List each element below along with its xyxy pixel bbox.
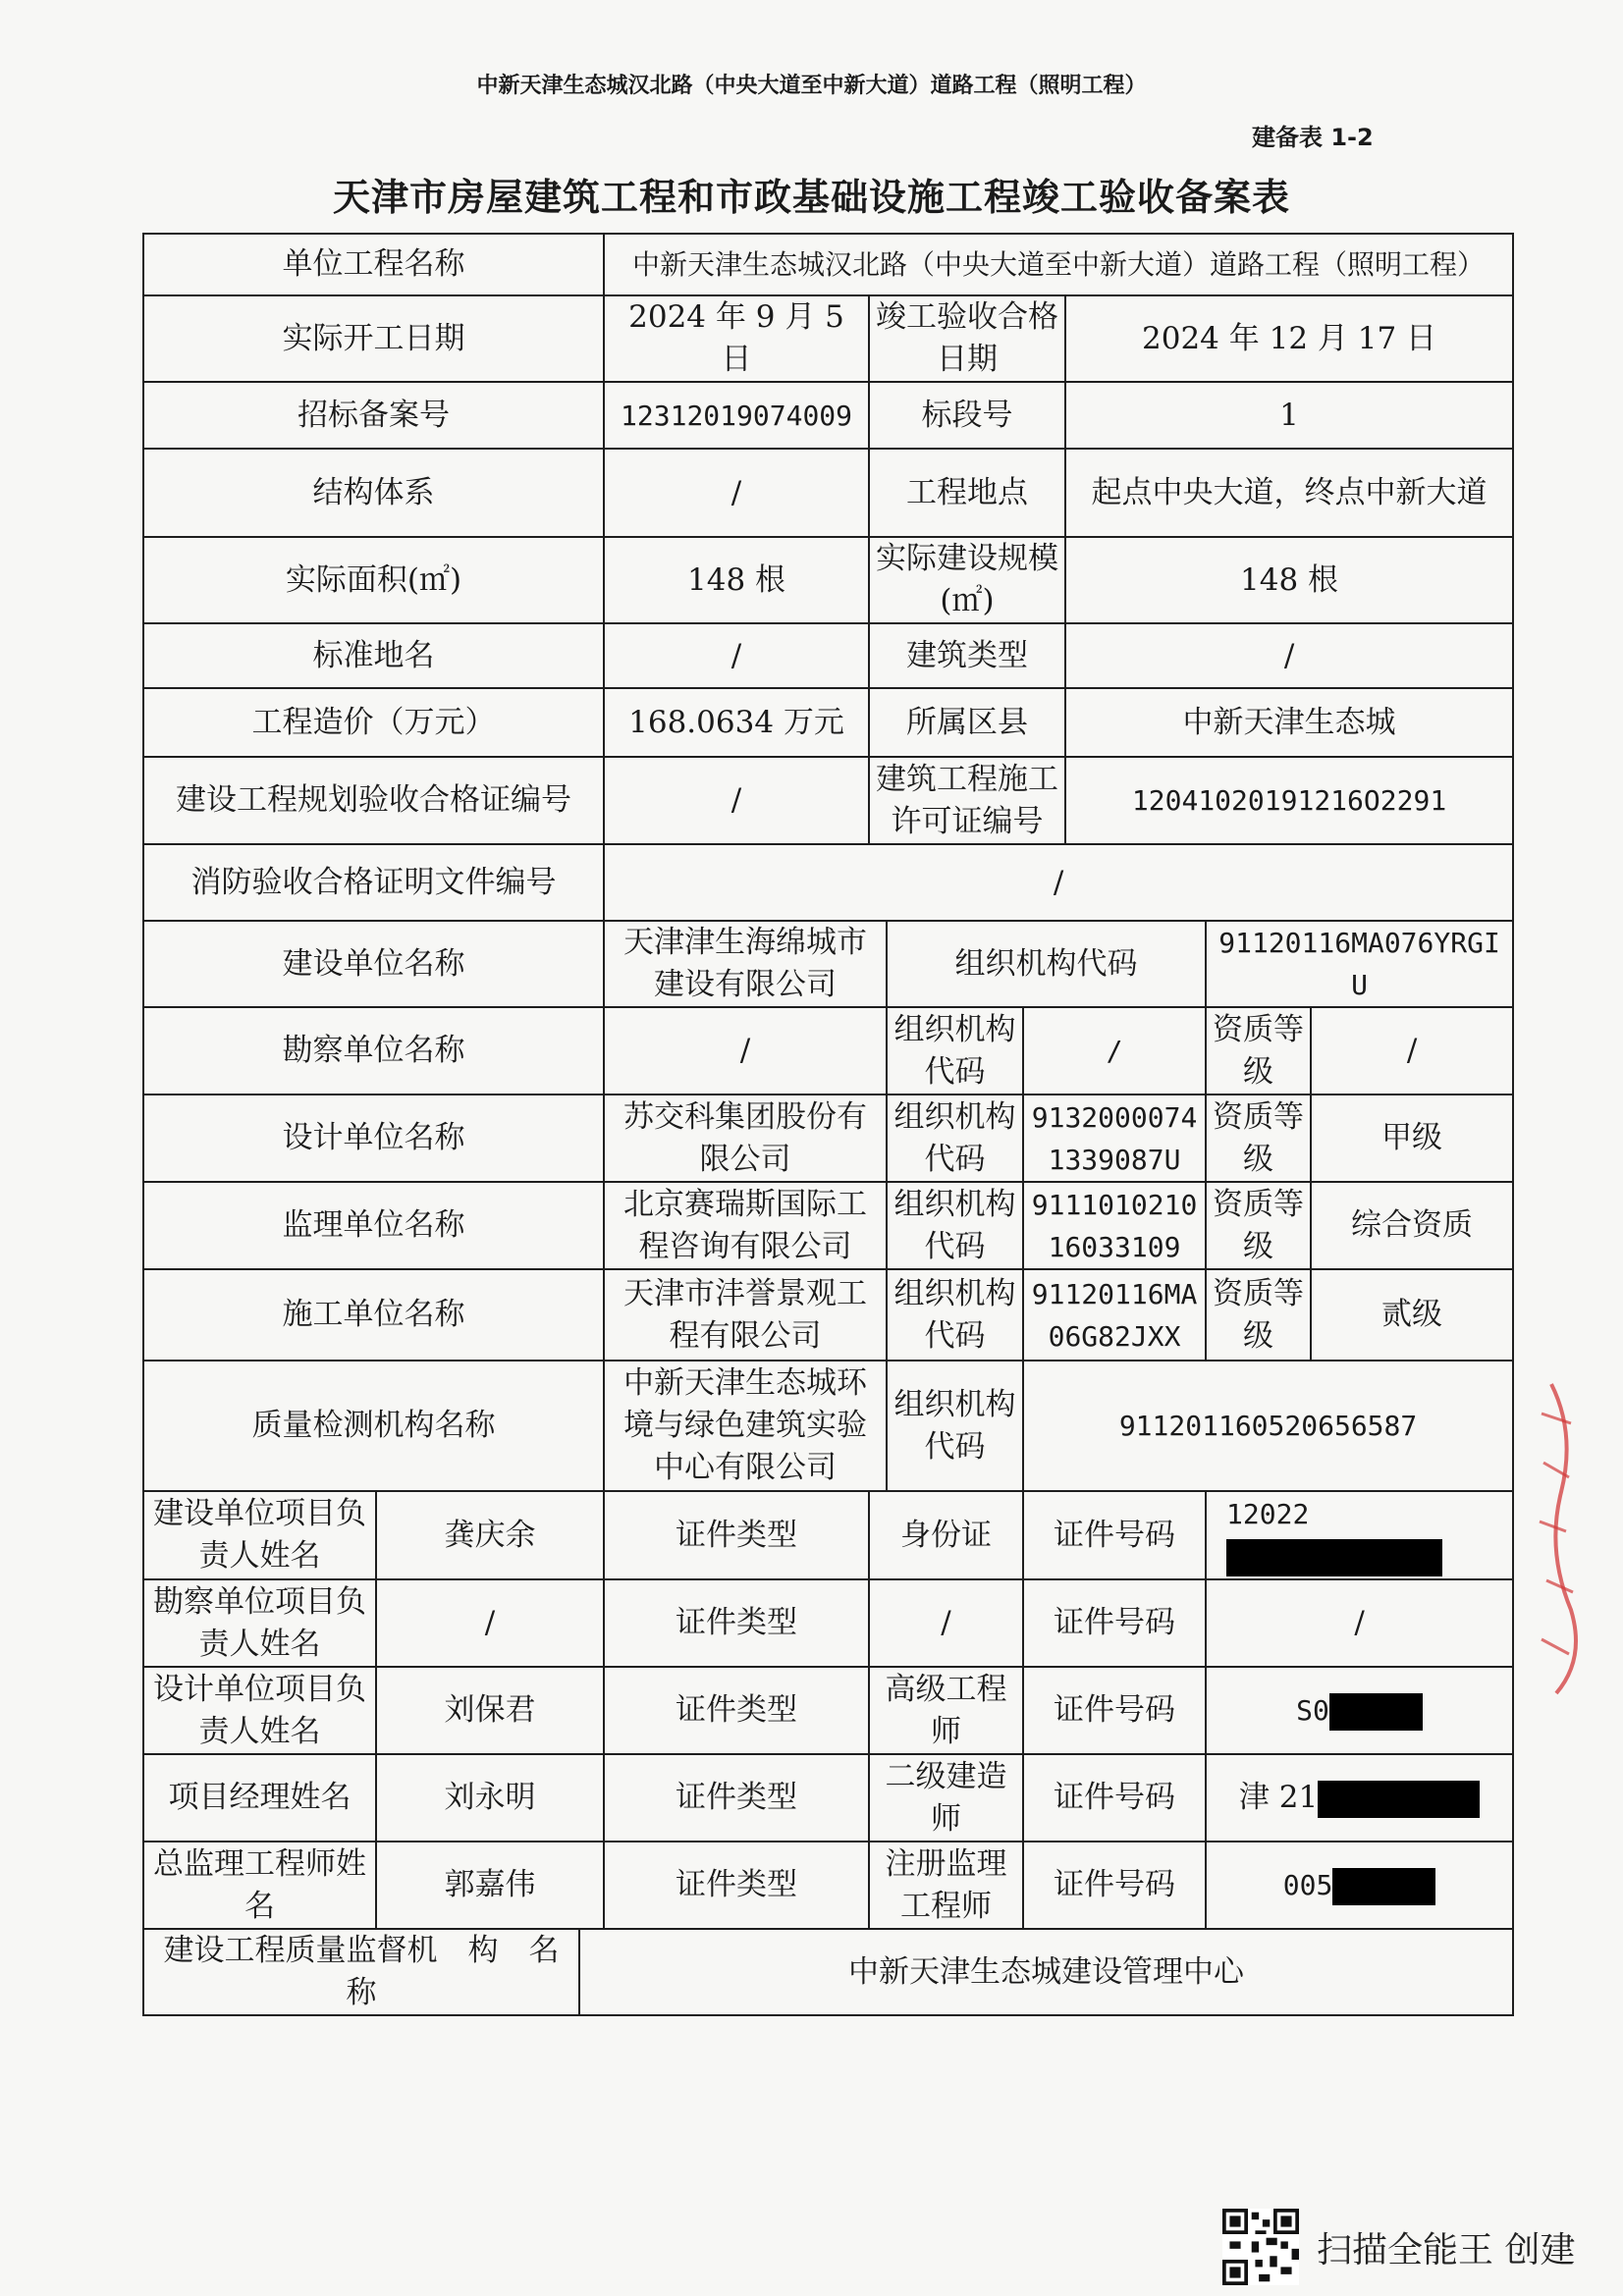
label-start-date: 实际开工日期	[143, 295, 604, 382]
project-header: 中新天津生态城汉北路（中央大道至中新大道）道路工程（照明工程）	[476, 74, 1147, 98]
person-name: 刘保君	[376, 1667, 604, 1754]
value-fire-cert: /	[604, 844, 1513, 921]
label-qc: 质量检测机构名称	[143, 1361, 604, 1491]
value-supervision: 中新天津生态城建设管理中心	[579, 1929, 1513, 2015]
person-row	[143, 1491, 1513, 1579]
label-district: 所属区县	[869, 688, 1065, 757]
value-std-place-name: /	[604, 623, 869, 688]
person-type-label: 证件类型	[604, 1754, 869, 1842]
unit-row	[143, 1182, 1513, 1269]
label-completion-date: 竣工验收合格日期	[869, 295, 1065, 382]
person-type-label: 证件类型	[604, 1579, 869, 1667]
unit-code-label: 组织机构代码	[887, 1007, 1023, 1095]
label-supervision: 建设工程质量监督机 构 名 称	[143, 1929, 579, 2015]
person-label: 勘察单位项目负责人姓名	[143, 1579, 376, 1667]
person-row	[143, 1754, 1513, 1842]
unit-name: 天津市沣誉景观工程有限公司	[604, 1269, 887, 1361]
value-tender-no: 12312019074009	[604, 382, 869, 449]
unit-label: 施工单位名称	[143, 1269, 604, 1361]
person-no-cell	[1206, 1667, 1513, 1754]
redaction-bar	[1226, 1539, 1442, 1576]
label-unit-project-name: 单位工程名称	[143, 234, 604, 295]
unit-qual-label: 资质等级	[1206, 1007, 1311, 1095]
label-cost: 工程造价（万元）	[143, 688, 604, 757]
person-type: 身份证	[869, 1491, 1023, 1579]
person-type-label: 证件类型	[604, 1491, 869, 1579]
unit-qual: /	[1311, 1007, 1513, 1095]
value-structure: /	[604, 449, 869, 537]
value-planning-cert: /	[604, 757, 869, 844]
qr-code-icon	[1222, 2209, 1299, 2285]
label-qc-code: 组织机构代码	[887, 1361, 1023, 1491]
person-no-cell	[1206, 1491, 1513, 1579]
person-no-label: 证件号码	[1023, 1842, 1206, 1929]
person-no-label: 证件号码	[1023, 1579, 1206, 1667]
label-permit: 建筑工程施工许可证编号	[869, 757, 1065, 844]
unit-label: 勘察单位名称	[143, 1007, 604, 1095]
value-district: 中新天津生态城	[1065, 688, 1513, 757]
unit-code-label: 组织机构代码	[887, 1095, 1023, 1182]
person-row	[143, 1842, 1513, 1929]
person-row	[143, 1579, 1513, 1667]
unit-qual: 甲级	[1311, 1095, 1513, 1182]
person-name: 郭嘉伟	[376, 1842, 604, 1929]
person-no-label: 证件号码	[1023, 1491, 1206, 1579]
person-type-label: 证件类型	[604, 1667, 869, 1754]
unit-label: 设计单位名称	[143, 1095, 604, 1182]
value-builder-code: 91120116MA076YRGIU	[1206, 921, 1513, 1007]
unit-row	[143, 1007, 1513, 1095]
person-no-label: 证件号码	[1023, 1667, 1206, 1754]
person-no-cell	[1206, 1842, 1513, 1929]
value-start-date: 2024 年 9 月 5 日	[604, 295, 869, 382]
unit-code-label: 组织机构代码	[887, 1269, 1023, 1361]
person-row	[143, 1667, 1513, 1754]
redaction-bar	[1332, 1868, 1435, 1905]
person-no: 005	[1282, 1869, 1333, 1901]
red-seal-stamp	[1532, 1374, 1591, 1698]
person-no: S0	[1296, 1694, 1329, 1727]
label-tender-no: 招标备案号	[143, 382, 604, 449]
value-qc-code: 911201160520656587	[1023, 1361, 1513, 1491]
unit-qual: 贰级	[1311, 1269, 1513, 1361]
filing-form-table	[142, 233, 1514, 2016]
person-no: 12022	[1226, 1498, 1310, 1530]
unit-row	[143, 1095, 1513, 1182]
person-label: 设计单位项目负责人姓名	[143, 1667, 376, 1754]
person-name: 刘永明	[376, 1754, 604, 1842]
value-section-no: 1	[1065, 382, 1513, 449]
value-builder-name: 天津津生海绵城市建设有限公司	[604, 921, 887, 1007]
unit-code: 91120116MA06G82JXX	[1023, 1269, 1206, 1361]
unit-qual-label: 资质等级	[1206, 1182, 1311, 1269]
label-builder: 建设单位名称	[143, 921, 604, 1007]
unit-qual-label: 资质等级	[1206, 1095, 1311, 1182]
redaction-bar	[1329, 1693, 1423, 1731]
unit-code: 91320000741339087U	[1023, 1095, 1206, 1182]
value-permit: 12041020191216O2291	[1065, 757, 1513, 844]
value-location: 起点中央大道，终点中新大道	[1065, 449, 1513, 537]
person-no: 津 21	[1238, 1780, 1319, 1815]
value-area: 148 根	[604, 537, 869, 623]
unit-name: 北京赛瑞斯国际工程咨询有限公司	[604, 1182, 887, 1269]
person-type-label: 证件类型	[604, 1842, 869, 1929]
person-type: /	[869, 1579, 1023, 1667]
redaction-bar	[1318, 1781, 1480, 1818]
unit-name: /	[604, 1007, 887, 1095]
person-no-cell	[1206, 1754, 1513, 1842]
person-type: 注册监理工程师	[869, 1842, 1023, 1929]
unit-code: 911101021016033109	[1023, 1182, 1206, 1269]
person-type: 二级建造师	[869, 1754, 1023, 1842]
value-completion-date: 2024 年 12 月 17 日	[1065, 295, 1513, 382]
unit-row	[143, 1269, 1513, 1361]
label-std-place-name: 标准地名	[143, 623, 604, 688]
scanner-text: 扫描全能王 创建	[1317, 2229, 1576, 2270]
label-area: 实际面积(㎡)	[143, 537, 604, 623]
person-no-label: 证件号码	[1023, 1754, 1206, 1842]
label-section-no: 标段号	[869, 382, 1065, 449]
unit-name: 苏交科集团股份有限公司	[604, 1095, 887, 1182]
value-scale: 148 根	[1065, 537, 1513, 623]
unit-code-label: 组织机构代码	[887, 1182, 1023, 1269]
label-building-type: 建筑类型	[869, 623, 1065, 688]
person-label: 项目经理姓名	[143, 1754, 376, 1842]
value-cost: 168.0634 万元	[604, 688, 869, 757]
label-structure: 结构体系	[143, 449, 604, 537]
value-qc-name: 中新天津生态城环境与绿色建筑实验中心有限公司	[604, 1361, 887, 1491]
unit-qual: 综合资质	[1311, 1182, 1513, 1269]
unit-qual-label: 资质等级	[1206, 1269, 1311, 1361]
label-scale: 实际建设规模(㎡)	[869, 537, 1065, 623]
value-unit-project-name: 中新天津生态城汉北路（中央大道至中新大道）道路工程（照明工程）	[604, 234, 1513, 295]
label-location: 工程地点	[869, 449, 1065, 537]
unit-label: 监理单位名称	[143, 1182, 604, 1269]
label-builder-code: 组织机构代码	[887, 921, 1206, 1007]
label-fire-cert: 消防验收合格证明文件编号	[143, 844, 604, 921]
value-building-type: /	[1065, 623, 1513, 688]
person-label: 总监理工程师姓名	[143, 1842, 376, 1929]
person-label: 建设单位项目负责人姓名	[143, 1491, 376, 1579]
scanner-watermark	[1222, 2209, 1575, 2285]
person-no: /	[1206, 1579, 1513, 1667]
person-name: /	[376, 1579, 604, 1667]
unit-code: /	[1023, 1007, 1206, 1095]
person-name: 龚庆余	[376, 1491, 604, 1579]
person-type: 高级工程师	[869, 1667, 1023, 1754]
label-planning-cert: 建设工程规划验收合格证编号	[143, 757, 604, 844]
form-code: 建备表 1-2	[1252, 124, 1374, 151]
document-title: 天津市房屋建筑工程和市政基础设施工程竣工验收备案表	[332, 176, 1290, 219]
